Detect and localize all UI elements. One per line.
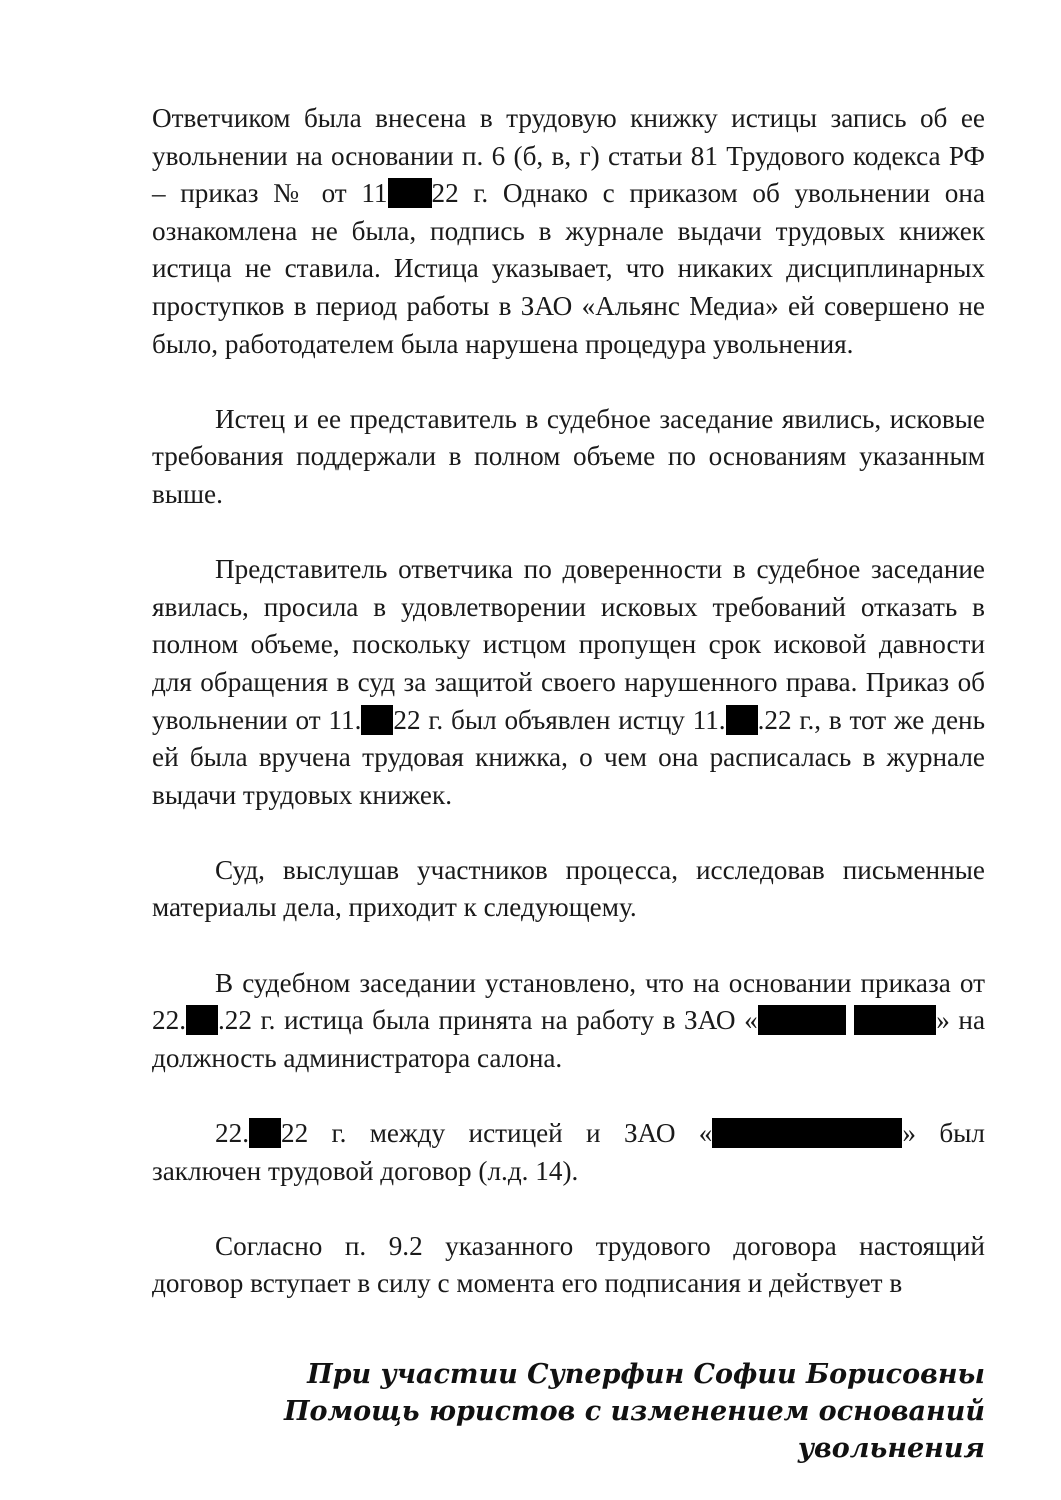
text-segment: 22 г. между истицей и ЗАО « [280, 1118, 713, 1149]
redaction-block [186, 1005, 218, 1035]
paragraph-contract-term: Согласно п. 9.2 указанного трудового договора настоящий договор вступает в силу с момента его подписания и действует в [152, 1230, 985, 1299]
redaction-block [249, 1118, 281, 1148]
text-segment: Ответчиком была внесена в трудовую книжку истицы запись об ее увольнении на основании п. 6 (б, в, г) статьи 81 Трудового кодекса РФ – приказ № от 11 [152, 103, 985, 209]
text-segment: Представитель ответчика по доверенности в судебное заседание явилась, просила в удовлетворении исковых требований отказать в полном объеме, поскольку истцом пропущен срок исковой давности для обращения в суд за защитой своего нарушенного права. Приказ об увольнении от 11. [152, 554, 985, 735]
footer-line-3: увольнения [797, 1433, 985, 1464]
text-segment: » на должность администратора салона. [152, 1005, 986, 1073]
paragraph-labor-contract [152, 1115, 985, 1190]
text-segment: 22 г. Однако с приказом об увольнении она ознакомлена не была, подпись в журнале выдачи трудовых книжек истица не ставила. Истица указывает, что никаких дисциплинарных проступков в период работы в ЗАО «Альянс Медиа» ей совершено не было, работодателем была нарушена процедура увольнения. [152, 178, 986, 359]
footer-line-2: Помощь юристов с изменением оснований [283, 1396, 985, 1427]
footer-line-1: При участии Суперфин Софии Борисовны [307, 1359, 985, 1390]
redaction-block [361, 705, 393, 735]
paragraph-hiring-order [152, 965, 985, 1078]
redaction-block [758, 1005, 846, 1035]
paragraph-court-consideration: Суд, выслушав участников процесса, исследовав письменные материалы дела, приходит к следующему. [152, 854, 985, 923]
paragraph-plaintiff-appearance: Истец и ее представитель в судебное заседание явились, исковые требования поддержали в полном объеме по основаниям указанным выше. [152, 403, 985, 509]
text-segment: .22 г., в тот же день ей была вручена трудовая книжка, о чем она расписалась в журнале выдачи трудовых книжек. [152, 704, 985, 810]
redaction-block [726, 705, 758, 735]
text-segment: В судебном заседании установлено, что на основании приказа от 22. [152, 967, 985, 1036]
document-body [152, 100, 985, 1303]
redaction-block [854, 1005, 936, 1035]
text-segment: 22 г. был объявлен истцу 11. [393, 704, 726, 735]
text-segment: » был заключен трудовой договор (л.д. 14). [152, 1118, 985, 1186]
text-segment: 22. [215, 1118, 249, 1149]
footer-advert [225, 1356, 985, 1467]
redaction-block [388, 178, 432, 208]
paragraph-dismissal-record [152, 100, 985, 363]
text-segment: .22 г. истица была принята на работу в ЗАО « [217, 1005, 758, 1036]
redaction-block [712, 1118, 902, 1148]
paragraph-defendant-position [152, 551, 985, 814]
